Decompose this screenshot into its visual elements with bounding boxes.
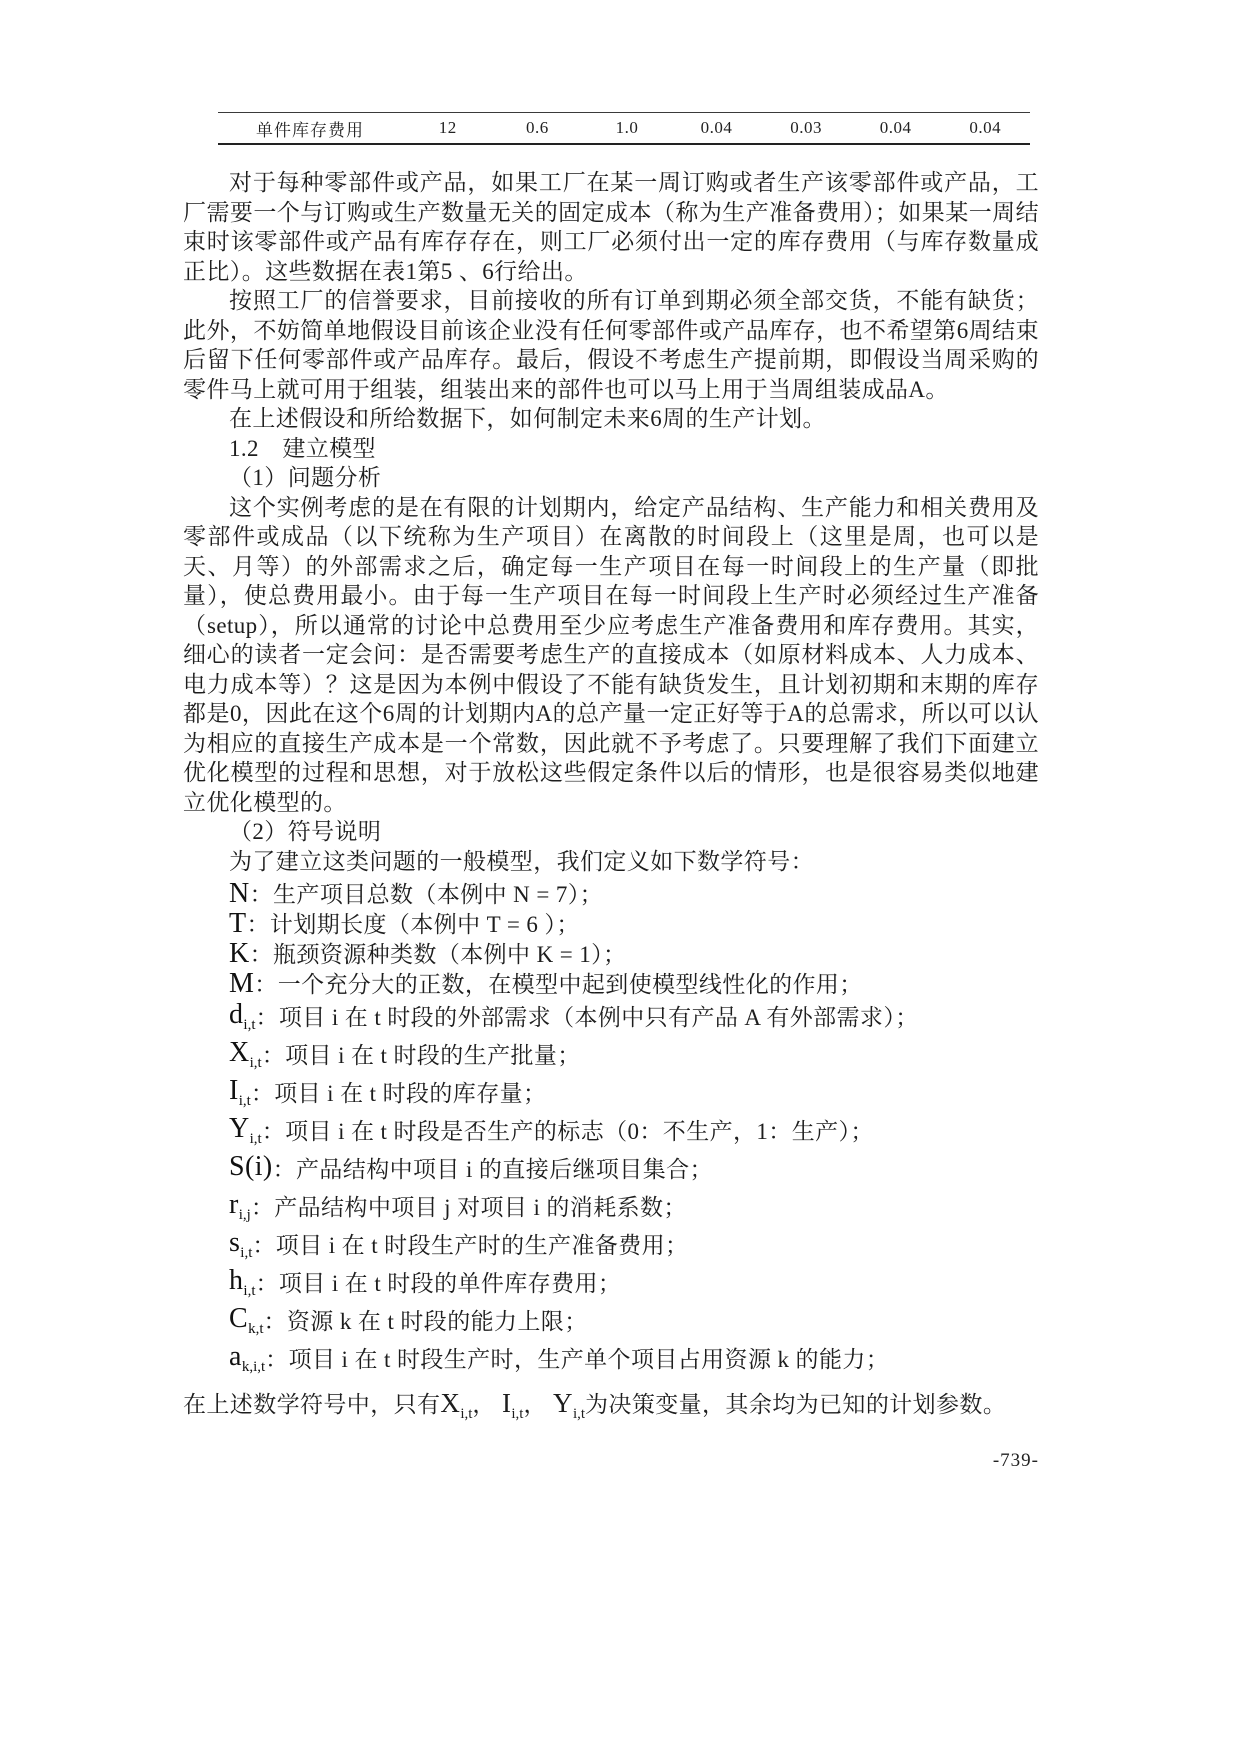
symbol-definition [229,966,1039,999]
symbol-description: ：计划期长度（本例中 T = 6 ）； [246,912,580,937]
symbol-definition [229,1072,1039,1110]
symbol-subscript: i,t [243,1017,256,1033]
symbol: $s_{i,t}$ [229,1227,253,1261]
symbol-subscript: i,j [238,1207,251,1223]
table-cell: 12 [438,118,457,137]
symbol-definition [229,876,1039,909]
math-subscript: i,t [572,1406,586,1422]
symbol: S(i) [229,1151,273,1182]
table-cell: 0.03 [790,118,822,137]
symbol-description: ：产品结构中项目 i 的直接后继项目集合； [272,1156,713,1182]
symbol-description: ：项目 i 在 t 时段的单件库存费用； [255,1270,622,1296]
symbol-subscript: i,t [238,1093,251,1109]
symbol-definition [229,1110,1039,1148]
table-row-unit-inventory-cost [218,113,1030,143]
symbol-description: ：项目 i 在 t 时段是否生产的标志（0：不生产，1：生产）； [261,1118,874,1144]
math-symbol: $I_{i,t}$ [501,1388,524,1422]
symbol: $C_{k,t}$ [229,1303,264,1337]
symbol-definition [229,1148,1039,1186]
table-cell: 0.04 [700,118,733,137]
symbol-definition [229,1262,1039,1300]
symbol: K [229,938,250,969]
math-symbol: $Y_{i,t}$ [553,1388,586,1422]
page-number: -739- [992,1450,1039,1471]
table-cell: 0.6 [525,118,549,137]
symbol-subscript: k,i,t [241,1359,266,1375]
paragraph-question: 在上述假设和所给数据下，如何制定未来6周的生产计划。 [229,406,826,431]
section-heading-1-2: 1.2 建立模型 [229,435,376,461]
symbol-description: ：一个充分大的正数，在模型中起到使模型线性化的作用； [254,972,863,997]
table-cell: 0.04 [969,118,1002,137]
symbol: $r_{i,j}$ [229,1189,251,1223]
symbol-definition [229,936,1039,969]
symbol-subscript: i,t [249,1055,262,1071]
symbol: $Y_{i,t}$ [229,1113,262,1147]
symbol-description: ：项目 i 在 t 时段的库存量； [250,1080,547,1106]
symbol-subscript: i,t [249,1131,262,1147]
symbol-description: ：瓶颈资源种类数（本例中 K = 1）； [249,942,627,967]
symbol: $X_{i,t}$ [229,1037,262,1071]
symbol-description: ：产品结构中项目 j 对项目 i 的消耗系数； [250,1194,687,1220]
symbol: $h_{i,t}$ [229,1265,256,1299]
math-subscript: i,t [511,1406,524,1422]
symbol-definition [229,1034,1039,1072]
subsection-heading-problem-analysis: （1）问题分析 [229,465,382,490]
symbol-definition [229,906,1039,939]
symbol-definition [229,1224,1039,1262]
subsection-heading-symbol-notes: （2）符号说明 [229,819,382,844]
math-subscript: i,t [460,1406,473,1422]
paragraph-decision-variables: 在上述数学符号中，只有$X_{i,t}$， $I_{i,t}$， $Y_{i,t}$为决策变量，其余均为已知的计划参数。 [183,1388,1007,1422]
symbol-subscript: i,t [243,1283,256,1299]
symbol-description: ：项目 i 在 t 时段生产时的生产准备费用； [252,1232,689,1258]
table-row-label: 单件库存费用 [256,120,364,140]
symbol: $a_{k,i,t}$ [229,1341,266,1375]
symbol-definition-list [183,876,1039,1376]
symbol: N [229,878,250,909]
symbol: $I_{i,t}$ [229,1075,251,1109]
symbol-subscript: k,t [248,1321,264,1337]
symbol-description: ：项目 i 在 t 时段的生产批量； [261,1042,581,1068]
symbol-definition [229,1300,1039,1338]
symbol-description: ：生产项目总数（本例中 N = 7）； [249,882,604,907]
symbol-description: ：项目 i 在 t 时段生产时，生产单个项目占用资源 k 的能力； [265,1346,890,1372]
symbol-definition [229,996,1039,1034]
paragraph-setup-and-inventory-cost: 对于每种零部件或产品，如果工厂在某一周订购或者生产该零部件或产品，工厂需要一个与订购或生产数量无关的固定成本（称为生产准备费用）；如果某一周结束时该零部件或产品有库存存在，则工厂必须付出一定的库存费用（与库存数量成正比）。这些数据在表1第5 、6行给出。 [183,170,1039,284]
symbol-subscript: i,t [240,1245,253,1261]
math-symbol: $X_{i,t}$ [440,1388,473,1422]
symbol-definition [229,1338,1039,1376]
paragraph-problem-analysis: 这个实例考虑的是在有限的计划期内，给定产品结构、生产能力和相关费用及零部件或成品（以下统称为生产项目）在离散的时间段上（这里是周，也可以是天、月等）的外部需求之后，确定每一生产项目在每一时间段上的生产量（即批量），使总费用最小。由于每一生产项目在每一时间段上生产时必须经过生产准备（setup），所以通常的讨论中总费用至少应考虑生产准备费用和库存费用。其实，细心的读者一定会问：是否需要考虑生产的直接成本（如原材料成本、人力成本、电力成本等）？这是因为本例中假设了不能有缺货发生，且计划初期和末期的库存都是0，因此在这个6周的计划期内A的总产量一定正好等于A的总需求，所以可以认为相应的直接生产成本是一个常数，因此就不予考虑了。只要理解了我们下面建立优化模型的过程和思想，对于放松这些假定条件以后的情形，也是很容易类似地建立优化模型的。 [183,494,1039,815]
symbol-description: ：项目 i 在 t 时段的外部需求（本例中只有产品 A 有外部需求）； [255,1004,919,1030]
paragraph-symbols-intro: 为了建立这类问题的一般模型，我们定义如下数学符号： [229,848,814,874]
symbol-definition [229,1186,1039,1224]
page-content [183,0,1039,1472]
table-cell: 0.04 [879,118,912,137]
table-cell: 1.0 [615,118,639,137]
symbol: $d_{i,t}$ [229,999,256,1033]
symbol-description: ：资源 k 在 t 时段的能力上限； [263,1308,588,1334]
symbol: T [229,908,247,939]
symbol: M [229,968,255,999]
table1-fragment [218,112,1030,145]
paragraph-assumptions: 按照工厂的信誉要求，目前接收的所有订单到期必须全部交货，不能有缺货；此外，不妨简单地假设目前该企业没有任何零部件或产品库存，也不希望第6周结束后留下任何零部件或产品库存。最后，假设不考虑生产提前期，即假设当周采购的零件马上就可用于组装，组装出来的部件也可以马上用于当周组装成品A。 [183,288,1039,402]
